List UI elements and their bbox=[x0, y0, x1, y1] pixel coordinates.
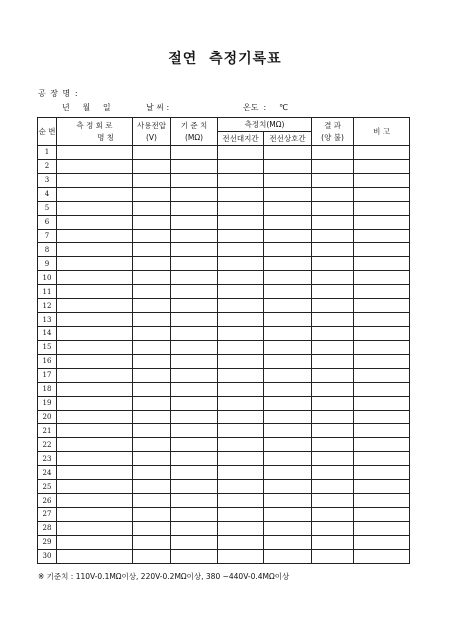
empty-cell bbox=[218, 396, 264, 410]
empty-cell bbox=[133, 549, 171, 563]
empty-cell bbox=[218, 243, 264, 257]
header-result-line2: (양 불) bbox=[321, 132, 344, 142]
empty-cell bbox=[264, 424, 312, 438]
empty-cell bbox=[264, 173, 312, 187]
table-row bbox=[38, 354, 410, 368]
empty-cell bbox=[57, 424, 133, 438]
empty-cell bbox=[218, 452, 264, 466]
empty-cell bbox=[264, 452, 312, 466]
table-row bbox=[38, 452, 410, 466]
empty-cell bbox=[57, 549, 133, 563]
empty-cell bbox=[133, 173, 171, 187]
empty-cell bbox=[133, 382, 171, 396]
table-row bbox=[38, 424, 410, 438]
empty-cell bbox=[264, 229, 312, 243]
empty-cell bbox=[171, 326, 218, 340]
table-row bbox=[38, 535, 410, 549]
header-voltage-line2: (V) bbox=[146, 132, 157, 142]
empty-cell bbox=[133, 229, 171, 243]
empty-cell bbox=[218, 424, 264, 438]
empty-cell bbox=[57, 173, 133, 187]
row-number: 24 bbox=[38, 466, 57, 480]
empty-cell bbox=[264, 299, 312, 313]
empty-cell bbox=[354, 173, 410, 187]
header-measured-group: 측정치(MΩ) bbox=[218, 118, 312, 132]
empty-cell bbox=[218, 494, 264, 508]
standard-footnote: ※ 기준치 : 110V-0.1MΩ이상, 220V-0.2MΩ이상, 380 ~440V-0.4MΩ이상 bbox=[38, 572, 290, 581]
empty-cell bbox=[57, 494, 133, 508]
empty-cell bbox=[312, 146, 354, 160]
empty-cell bbox=[312, 271, 354, 285]
table-row bbox=[38, 173, 410, 187]
empty-cell bbox=[171, 215, 218, 229]
empty-cell bbox=[312, 299, 354, 313]
table-row bbox=[38, 521, 410, 535]
empty-cell bbox=[264, 466, 312, 480]
empty-cell bbox=[354, 313, 410, 327]
empty-cell bbox=[354, 229, 410, 243]
empty-cell bbox=[57, 480, 133, 494]
empty-cell bbox=[218, 507, 264, 521]
empty-cell bbox=[218, 480, 264, 494]
header-standard-line1: 기 준 치 bbox=[180, 120, 208, 130]
header-seq: 순 번 bbox=[38, 118, 57, 146]
row-number: 8 bbox=[38, 243, 57, 257]
row-number: 27 bbox=[38, 507, 57, 521]
empty-cell bbox=[57, 215, 133, 229]
empty-cell bbox=[171, 480, 218, 494]
empty-cell bbox=[264, 285, 312, 299]
empty-cell bbox=[312, 480, 354, 494]
header-voltage bbox=[133, 118, 171, 146]
empty-cell bbox=[57, 396, 133, 410]
table-row bbox=[38, 257, 410, 271]
empty-cell bbox=[133, 243, 171, 257]
table-row bbox=[38, 146, 410, 160]
empty-cell bbox=[218, 368, 264, 382]
empty-cell bbox=[312, 187, 354, 201]
empty-cell bbox=[57, 201, 133, 215]
empty-cell bbox=[57, 187, 133, 201]
empty-cell bbox=[264, 549, 312, 563]
empty-cell bbox=[354, 452, 410, 466]
empty-cell bbox=[264, 382, 312, 396]
header-result bbox=[312, 118, 354, 146]
empty-cell bbox=[218, 438, 264, 452]
table-row bbox=[38, 159, 410, 173]
empty-cell bbox=[264, 521, 312, 535]
row-number: 28 bbox=[38, 521, 57, 535]
empty-cell bbox=[171, 549, 218, 563]
row-number: 1 bbox=[38, 146, 57, 160]
row-number: 10 bbox=[38, 271, 57, 285]
empty-cell bbox=[312, 313, 354, 327]
empty-cell bbox=[133, 285, 171, 299]
table-row bbox=[38, 299, 410, 313]
row-number: 5 bbox=[38, 201, 57, 215]
empty-cell bbox=[171, 173, 218, 187]
empty-cell bbox=[264, 494, 312, 508]
empty-cell bbox=[57, 340, 133, 354]
empty-cell bbox=[133, 438, 171, 452]
empty-cell bbox=[133, 480, 171, 494]
empty-cell bbox=[171, 424, 218, 438]
empty-cell bbox=[264, 243, 312, 257]
table-row bbox=[38, 396, 410, 410]
empty-cell bbox=[354, 521, 410, 535]
empty-cell bbox=[354, 507, 410, 521]
row-number: 21 bbox=[38, 424, 57, 438]
empty-cell bbox=[312, 257, 354, 271]
empty-cell bbox=[312, 438, 354, 452]
empty-cell bbox=[312, 410, 354, 424]
empty-cell bbox=[57, 354, 133, 368]
row-number: 7 bbox=[38, 229, 57, 243]
table-row bbox=[38, 271, 410, 285]
row-number: 25 bbox=[38, 480, 57, 494]
empty-cell bbox=[354, 382, 410, 396]
empty-cell bbox=[354, 201, 410, 215]
empty-cell bbox=[171, 354, 218, 368]
empty-cell bbox=[312, 535, 354, 549]
empty-cell bbox=[133, 159, 171, 173]
empty-cell bbox=[171, 438, 218, 452]
empty-cell bbox=[171, 243, 218, 257]
weather-label: 날 씨 : bbox=[146, 103, 170, 112]
empty-cell bbox=[354, 257, 410, 271]
empty-cell bbox=[264, 480, 312, 494]
row-number: 18 bbox=[38, 382, 57, 396]
empty-cell bbox=[57, 146, 133, 160]
empty-cell bbox=[218, 159, 264, 173]
measurement-table bbox=[37, 117, 410, 564]
table-row bbox=[38, 313, 410, 327]
empty-cell bbox=[133, 452, 171, 466]
empty-cell bbox=[171, 535, 218, 549]
table-row bbox=[38, 243, 410, 257]
empty-cell bbox=[57, 521, 133, 535]
table-row bbox=[38, 438, 410, 452]
empty-cell bbox=[171, 229, 218, 243]
header-circuit-line1: 측 정 회 로 bbox=[76, 120, 113, 130]
empty-cell bbox=[171, 521, 218, 535]
empty-cell bbox=[312, 326, 354, 340]
empty-cell bbox=[171, 368, 218, 382]
empty-cell bbox=[312, 173, 354, 187]
row-number: 23 bbox=[38, 452, 57, 466]
empty-cell bbox=[312, 382, 354, 396]
empty-cell bbox=[171, 271, 218, 285]
empty-cell bbox=[57, 271, 133, 285]
empty-cell bbox=[133, 410, 171, 424]
row-number: 26 bbox=[38, 494, 57, 508]
empty-cell bbox=[218, 521, 264, 535]
empty-cell bbox=[133, 507, 171, 521]
header-standard bbox=[171, 118, 218, 146]
empty-cell bbox=[57, 452, 133, 466]
empty-cell bbox=[312, 285, 354, 299]
empty-cell bbox=[57, 466, 133, 480]
empty-cell bbox=[312, 549, 354, 563]
empty-cell bbox=[312, 452, 354, 466]
empty-cell bbox=[354, 326, 410, 340]
empty-cell bbox=[264, 313, 312, 327]
row-number: 14 bbox=[38, 326, 57, 340]
empty-cell bbox=[218, 257, 264, 271]
row-number: 13 bbox=[38, 313, 57, 327]
empty-cell bbox=[354, 494, 410, 508]
table-row bbox=[38, 201, 410, 215]
row-number: 11 bbox=[38, 285, 57, 299]
row-number: 2 bbox=[38, 159, 57, 173]
table-row bbox=[38, 229, 410, 243]
empty-cell bbox=[218, 313, 264, 327]
empty-cell bbox=[171, 494, 218, 508]
row-number: 15 bbox=[38, 340, 57, 354]
empty-cell bbox=[171, 299, 218, 313]
empty-cell bbox=[264, 159, 312, 173]
empty-cell bbox=[133, 368, 171, 382]
table-row bbox=[38, 326, 410, 340]
empty-cell bbox=[133, 257, 171, 271]
document-title: 절연 측정기록표 bbox=[168, 51, 282, 67]
empty-cell bbox=[133, 201, 171, 215]
empty-cell bbox=[171, 340, 218, 354]
empty-cell bbox=[312, 368, 354, 382]
table-row bbox=[38, 410, 410, 424]
table-row bbox=[38, 480, 410, 494]
empty-cell bbox=[218, 201, 264, 215]
empty-cell bbox=[133, 424, 171, 438]
table-row bbox=[38, 340, 410, 354]
empty-cell bbox=[133, 215, 171, 229]
empty-cell bbox=[218, 215, 264, 229]
empty-cell bbox=[218, 285, 264, 299]
empty-cell bbox=[312, 507, 354, 521]
header-remarks: 비 고 bbox=[354, 118, 410, 146]
header-standard-line2: (MΩ) bbox=[184, 132, 204, 142]
row-number: 16 bbox=[38, 354, 57, 368]
empty-cell bbox=[57, 243, 133, 257]
empty-cell bbox=[171, 285, 218, 299]
row-number: 3 bbox=[38, 173, 57, 187]
table-row bbox=[38, 549, 410, 563]
empty-cell bbox=[312, 521, 354, 535]
empty-cell bbox=[264, 257, 312, 271]
empty-cell bbox=[171, 452, 218, 466]
table-row bbox=[38, 215, 410, 229]
empty-cell bbox=[264, 340, 312, 354]
empty-cell bbox=[218, 549, 264, 563]
date-label: 년 월 일 bbox=[62, 103, 111, 112]
empty-cell bbox=[57, 507, 133, 521]
empty-cell bbox=[354, 535, 410, 549]
row-number: 4 bbox=[38, 187, 57, 201]
empty-cell bbox=[218, 187, 264, 201]
empty-cell bbox=[312, 340, 354, 354]
empty-cell bbox=[264, 271, 312, 285]
header-result-line1: 결 과 bbox=[324, 120, 341, 130]
empty-cell bbox=[264, 410, 312, 424]
table-row bbox=[38, 368, 410, 382]
empty-cell bbox=[133, 313, 171, 327]
empty-cell bbox=[133, 396, 171, 410]
empty-cell bbox=[133, 494, 171, 508]
empty-cell bbox=[312, 243, 354, 257]
empty-cell bbox=[171, 313, 218, 327]
empty-cell bbox=[218, 173, 264, 187]
empty-cell bbox=[171, 396, 218, 410]
empty-cell bbox=[171, 187, 218, 201]
empty-cell bbox=[264, 146, 312, 160]
table-row bbox=[38, 466, 410, 480]
table-row bbox=[38, 507, 410, 521]
empty-cell bbox=[133, 466, 171, 480]
empty-cell bbox=[312, 215, 354, 229]
header-measured-ground: 전선대지간 bbox=[218, 132, 264, 146]
empty-cell bbox=[171, 159, 218, 173]
empty-cell bbox=[57, 313, 133, 327]
empty-cell bbox=[354, 159, 410, 173]
row-number: 30 bbox=[38, 549, 57, 563]
row-number: 9 bbox=[38, 257, 57, 271]
empty-cell bbox=[57, 326, 133, 340]
empty-cell bbox=[218, 229, 264, 243]
empty-cell bbox=[57, 438, 133, 452]
empty-cell bbox=[171, 507, 218, 521]
empty-cell bbox=[171, 257, 218, 271]
empty-cell bbox=[133, 521, 171, 535]
empty-cell bbox=[57, 410, 133, 424]
empty-cell bbox=[312, 354, 354, 368]
row-number: 12 bbox=[38, 299, 57, 313]
empty-cell bbox=[354, 285, 410, 299]
table-row bbox=[38, 187, 410, 201]
empty-cell bbox=[354, 410, 410, 424]
empty-cell bbox=[218, 271, 264, 285]
empty-cell bbox=[264, 187, 312, 201]
empty-cell bbox=[264, 201, 312, 215]
factory-name-label: 공 장 명 : bbox=[38, 89, 79, 98]
header-circuit-name bbox=[57, 118, 133, 146]
empty-cell bbox=[57, 159, 133, 173]
empty-cell bbox=[171, 382, 218, 396]
empty-cell bbox=[133, 146, 171, 160]
empty-cell bbox=[57, 285, 133, 299]
empty-cell bbox=[133, 271, 171, 285]
empty-cell bbox=[133, 299, 171, 313]
row-number: 29 bbox=[38, 535, 57, 549]
empty-cell bbox=[171, 201, 218, 215]
empty-cell bbox=[312, 396, 354, 410]
empty-cell bbox=[57, 299, 133, 313]
empty-cell bbox=[133, 535, 171, 549]
empty-cell bbox=[312, 201, 354, 215]
empty-cell bbox=[57, 535, 133, 549]
empty-cell bbox=[354, 466, 410, 480]
temperature-label: 온도 : ℃ bbox=[243, 103, 288, 112]
table-row bbox=[38, 285, 410, 299]
empty-cell bbox=[354, 480, 410, 494]
header-voltage-line1: 사용전압 bbox=[137, 120, 166, 130]
empty-cell bbox=[218, 466, 264, 480]
empty-cell bbox=[354, 187, 410, 201]
empty-cell bbox=[133, 326, 171, 340]
empty-cell bbox=[218, 326, 264, 340]
row-number: 17 bbox=[38, 368, 57, 382]
empty-cell bbox=[312, 424, 354, 438]
empty-cell bbox=[264, 354, 312, 368]
empty-cell bbox=[354, 299, 410, 313]
empty-cell bbox=[354, 424, 410, 438]
empty-cell bbox=[312, 466, 354, 480]
empty-cell bbox=[218, 146, 264, 160]
empty-cell bbox=[354, 354, 410, 368]
empty-cell bbox=[171, 466, 218, 480]
empty-cell bbox=[354, 243, 410, 257]
empty-cell bbox=[133, 187, 171, 201]
empty-cell bbox=[171, 410, 218, 424]
empty-cell bbox=[218, 382, 264, 396]
empty-cell bbox=[354, 340, 410, 354]
empty-cell bbox=[57, 257, 133, 271]
empty-cell bbox=[218, 410, 264, 424]
empty-cell bbox=[354, 215, 410, 229]
empty-cell bbox=[264, 396, 312, 410]
empty-cell bbox=[171, 146, 218, 160]
empty-cell bbox=[264, 326, 312, 340]
empty-cell bbox=[218, 340, 264, 354]
row-number: 6 bbox=[38, 215, 57, 229]
header-circuit-line2: 명 칭 bbox=[97, 132, 114, 142]
empty-cell bbox=[354, 549, 410, 563]
empty-cell bbox=[57, 382, 133, 396]
empty-cell bbox=[218, 535, 264, 549]
row-number: 22 bbox=[38, 438, 57, 452]
empty-cell bbox=[218, 354, 264, 368]
empty-cell bbox=[312, 229, 354, 243]
empty-cell bbox=[264, 368, 312, 382]
empty-cell bbox=[354, 271, 410, 285]
empty-cell bbox=[312, 494, 354, 508]
empty-cell bbox=[264, 507, 312, 521]
row-number: 19 bbox=[38, 396, 57, 410]
empty-cell bbox=[264, 535, 312, 549]
empty-cell bbox=[264, 438, 312, 452]
empty-cell bbox=[264, 215, 312, 229]
empty-cell bbox=[57, 368, 133, 382]
row-number: 20 bbox=[38, 410, 57, 424]
empty-cell bbox=[218, 299, 264, 313]
empty-cell bbox=[133, 340, 171, 354]
empty-cell bbox=[354, 396, 410, 410]
empty-cell bbox=[312, 159, 354, 173]
table-row bbox=[38, 382, 410, 396]
empty-cell bbox=[354, 368, 410, 382]
empty-cell bbox=[354, 438, 410, 452]
empty-cell bbox=[133, 354, 171, 368]
header-measured-line: 전선상호간 bbox=[264, 132, 312, 146]
empty-cell bbox=[354, 146, 410, 160]
table-row bbox=[38, 494, 410, 508]
empty-cell bbox=[57, 229, 133, 243]
